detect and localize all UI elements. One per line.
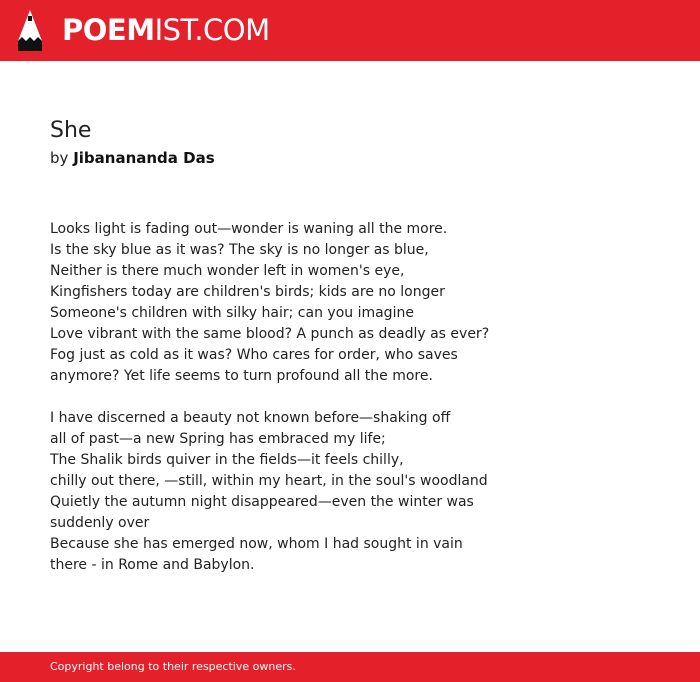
poem-line: all of past—a new Spring has embraced my life; [50,431,386,447]
poem-byline [50,148,215,168]
poem-line: suddenly over [50,515,150,531]
poem-line: Is the sky blue as it was? The sky is no longer as blue, [50,242,429,258]
logo-bold-text: POEM [62,13,155,47]
logo-light-text: IST.COM [154,13,270,47]
site-header [0,0,700,61]
poem-line: Because she has emerged now, whom I had sought in vain [50,536,463,552]
poem-line: anymore? Yet life seems to turn profound all the more. [50,368,433,384]
poem-body [50,219,650,597]
pencil-logo-icon[interactable] [18,10,42,51]
poem-line: Neither is there much wonder left in women's eye, [50,263,405,279]
poem-line: I have discerned a beauty not known before—shaking off [50,410,451,426]
poem-line: there - in Rome and Babylon. [50,557,255,573]
site-footer [0,652,700,682]
poem-line: Kingfishers today are children's birds; kids are no longer [50,284,445,300]
poem-line: Quietly the autumn night disappeared—even the winter was [50,494,474,510]
copyright-text: Copyright belong to their respective owners. [50,660,296,673]
site-logo[interactable] [62,12,270,48]
poem-line: Love vibrant with the same blood? A punch as deadly as ever? [50,326,490,342]
poem-line: Looks light is fading out—wonder is waning all the more. [50,221,448,237]
poem-line: Fog just as cold as it was? Who cares for order, who saves [50,347,458,363]
stanza-2 [50,408,650,576]
author-name: Jibanananda Das [73,149,215,167]
poem-title: She [50,118,92,143]
poem-line: The Shalik birds quiver in the fields—it feels chilly, [50,452,404,468]
poem-line: Someone's children with silky hair; can you imagine [50,305,414,321]
poem-line: chilly out there, —still, within my heart, in the soul's woodland [50,473,488,489]
by-label: by [50,149,69,167]
stanza-1 [50,219,650,387]
